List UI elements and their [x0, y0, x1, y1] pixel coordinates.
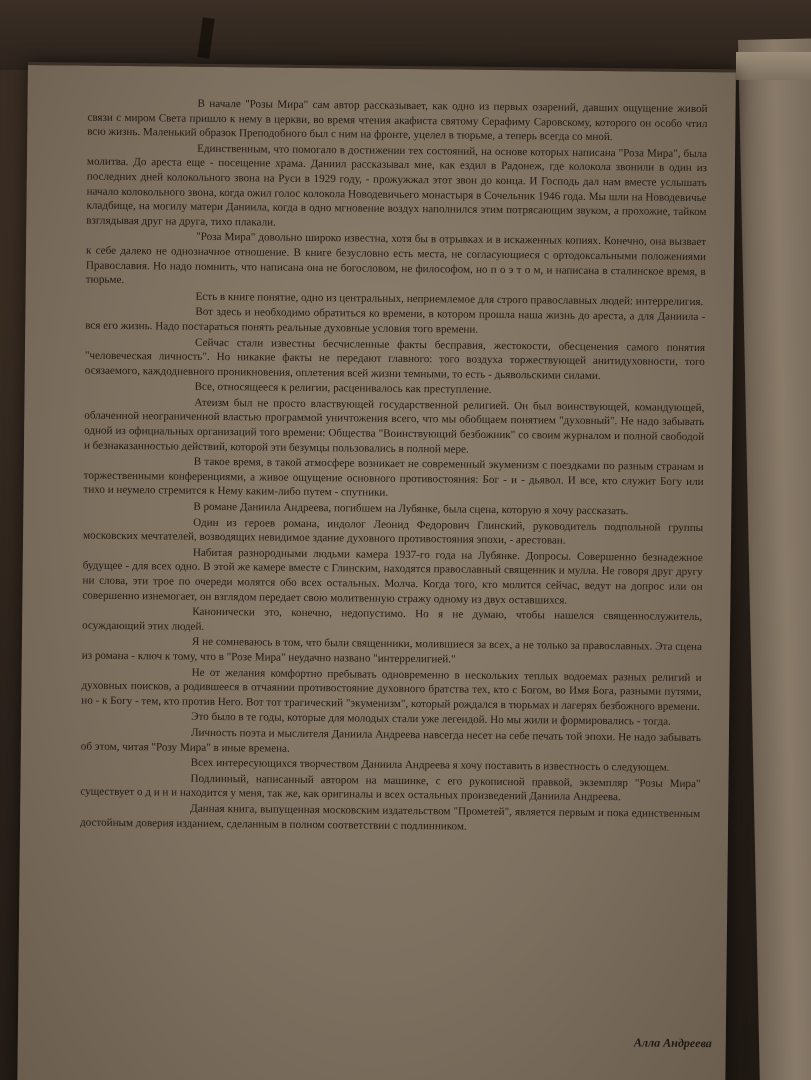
- paragraph-19: Подлинный, написанный автором на машинке, с его рукописной правкой, экземпляр "Розы Мира" существует о д и н и находится у меня, так же, как оригиналы и всех остальных произведений Даниила Андреева.: [80, 772, 701, 804]
- background-page-edge: [0, 0, 811, 70]
- paragraph-6: Сейчас стали известны бесчисленные факты бесправия, жестокости, обесценения самого понятия "человеческая личность". Но никакие факты не передают главного: того воздуха торжествующей анитидуховности, того осязаемого, каждодневного проникновения, оплетения всей жизни темными, то есть - дьявольскими силами.: [84, 336, 706, 382]
- paragraph-18: Всех интересующихся творчеством Даниила Андреева я хочу поставить в известность о следующем.: [190, 756, 670, 774]
- book-page: [17, 62, 736, 1080]
- paragraph-17: Личность поэта и мыслителя Даниила Андреева навсегда несет на себе печать той эпохи. Не надо забывать об этом, читая "Розу Мира" в иные времена.: [80, 726, 702, 755]
- paragraph-11: Один из героев романа, индолог Леонид Федорович Глинский, руководитель подпольной группы московских мечтателей, возводящих невидимое здание духовного противостояния эпохи, - арестован.: [82, 516, 704, 547]
- paragraph-16: Это было в те годы, которые для молодых стали уже легендой. Но мы жили и формировались - тогда.: [191, 711, 671, 729]
- paragraph-7: Все, относящееся к религии, расценивалось как преступление.: [194, 381, 492, 397]
- paragraph-5: Вот здесь и необходимо обратиться ко времени, в котором прошла наша жизнь до ареста, а для Даниила - вся его жизнь. Надо постараться понять реальные духовные условия того времени.: [85, 306, 706, 336]
- author-signature: Алла Андреева: [633, 1035, 712, 1051]
- paragraph-3: "Роза Мира" довольно широко известна, хотя бы в отрывках и в искаженных копиях. Конечно, она вызвает к себе далеко не однозначное отношение. В книге безусловно есть места, не согласующиеся с ортодоксальными положениями Православия. Но надо помнить, что написана она не богословом, не философом, но п о э т о м, и написана в сталинское время, в тюрьме.: [85, 231, 707, 287]
- paragraph-4: Есть в книге понятие, одно из центральных, неприемлемое для строго православных людей: интеррелигия.: [195, 290, 704, 308]
- paragraph-9: В такое время, в такой атмосфере возникает не современный экуменизм с поездками по разным странам и торжественными конференциями, а живое ощущение основного противостояния: Бог - и - дьявол. И все, кто служит Богу или тихо и неумело стремится к Нему каким-либо путем - спутники.: [83, 456, 704, 500]
- paragraph-10: В романе Даниила Андреева, погибшем на Лубянке, была сцена, которую я хочу рассказать.: [193, 500, 629, 518]
- paragraph-15: Не от желания комфортно пребывать одновременно в нескольких теплых водоемах разных религий и духовных поисков, а родившееся в отчаянии противостояние духовного братства тех, кто с Богом, во Имя Бога, разными путями, но - к Богу - тем, кто против Него. Вот тот трагический "экуменизм", который рождался в тюрьмах и лагерях безбожного времени.: [81, 666, 702, 713]
- adjacent-page-corner: [736, 52, 811, 80]
- paragraph-2: Единственным, что помогало в достижении тех состояний, на основе которых написана "Роза Мира", была молитва. До ареста еще - посещение храма. Даниил рассказывал мне, как ездил в Радонеж, где колокола звонили в один из последних дней колокольного звона на Руси в 1929 году, - прожужжал этот звон до конца. И Господь дал нам вместе услышать начало колокольного звона, когда ожил голос колокола Новодевичьего монастыря в Сочельник 1946 года. Мы шли на Новодевичье кладбище, на могилу матери Даниила, когда в одно мгновение воздух наполнился этим потрясающим звуком, а прохожие, тайком взглядывая друг на друга, тихо плакали.: [86, 142, 708, 229]
- paragraph-1: В начале "Розы Мира" сам автор рассказывает, как одно из первых озарений, давших ощущение живой связи с миром Света пришло к нему в церкви, во время чтения акафиста святому Серафиму Саровскому, которого он особо чтил всю жизнь. Маленький образок Преподобного был с ним на фронте, уцелел в тюрьме, а теперь всегда со мной.: [87, 97, 708, 144]
- paragraph-20: Данная книга, выпущенная московским издательством "Прометей", является первым и пока единственным достойным доверия изданием, сделанным в полном соответствии с подлинником.: [79, 802, 701, 833]
- page-body: [80, 96, 708, 838]
- paragraph-8: Атеизм был не просто властвующей государственной религией. Он был воинствующей, командующей, облаченной неограниченной властью программой уничтожения всего, что мы обобщаем понятием "духовный". Не надо забывать одной из официальных организаций того времени: Общества "Воинствующий безбожник" со своим журналом и полной свободой и безнаказанностью действий, которой эти безумцы пользовались в полной мере.: [83, 396, 705, 456]
- paragraph-12: Набитая разнородными людьми камера 1937-го года на Лубянке. Допросы. Совершенно безнадежное будущее - для всех одно. В этой же камере вместе с Глинским, находятся православный священник и мулла. Не говоря друг другу ни слова, эти трое по очереди молятся обо всех остальных. Молча. Когда того, кто молится сейчас, ведут на допрос или он совершенно изнемогает, он взглядом передает свою молитвенную стражу одному из двух оставшихся.: [82, 546, 703, 607]
- paragraph-14: Я не сомневаюсь в том, что были священники, молившиеся за всех, а не только за православных. Эта сцена из романа - ключ к тому, что в "Розе Мира" неудачно названо "интеррелигией.": [81, 636, 702, 666]
- paragraph-13: Канонически это, конечно, недопустимо. Но я не думаю, чтобы нашелся священнослужитель, осуждающий этих людей.: [82, 605, 703, 633]
